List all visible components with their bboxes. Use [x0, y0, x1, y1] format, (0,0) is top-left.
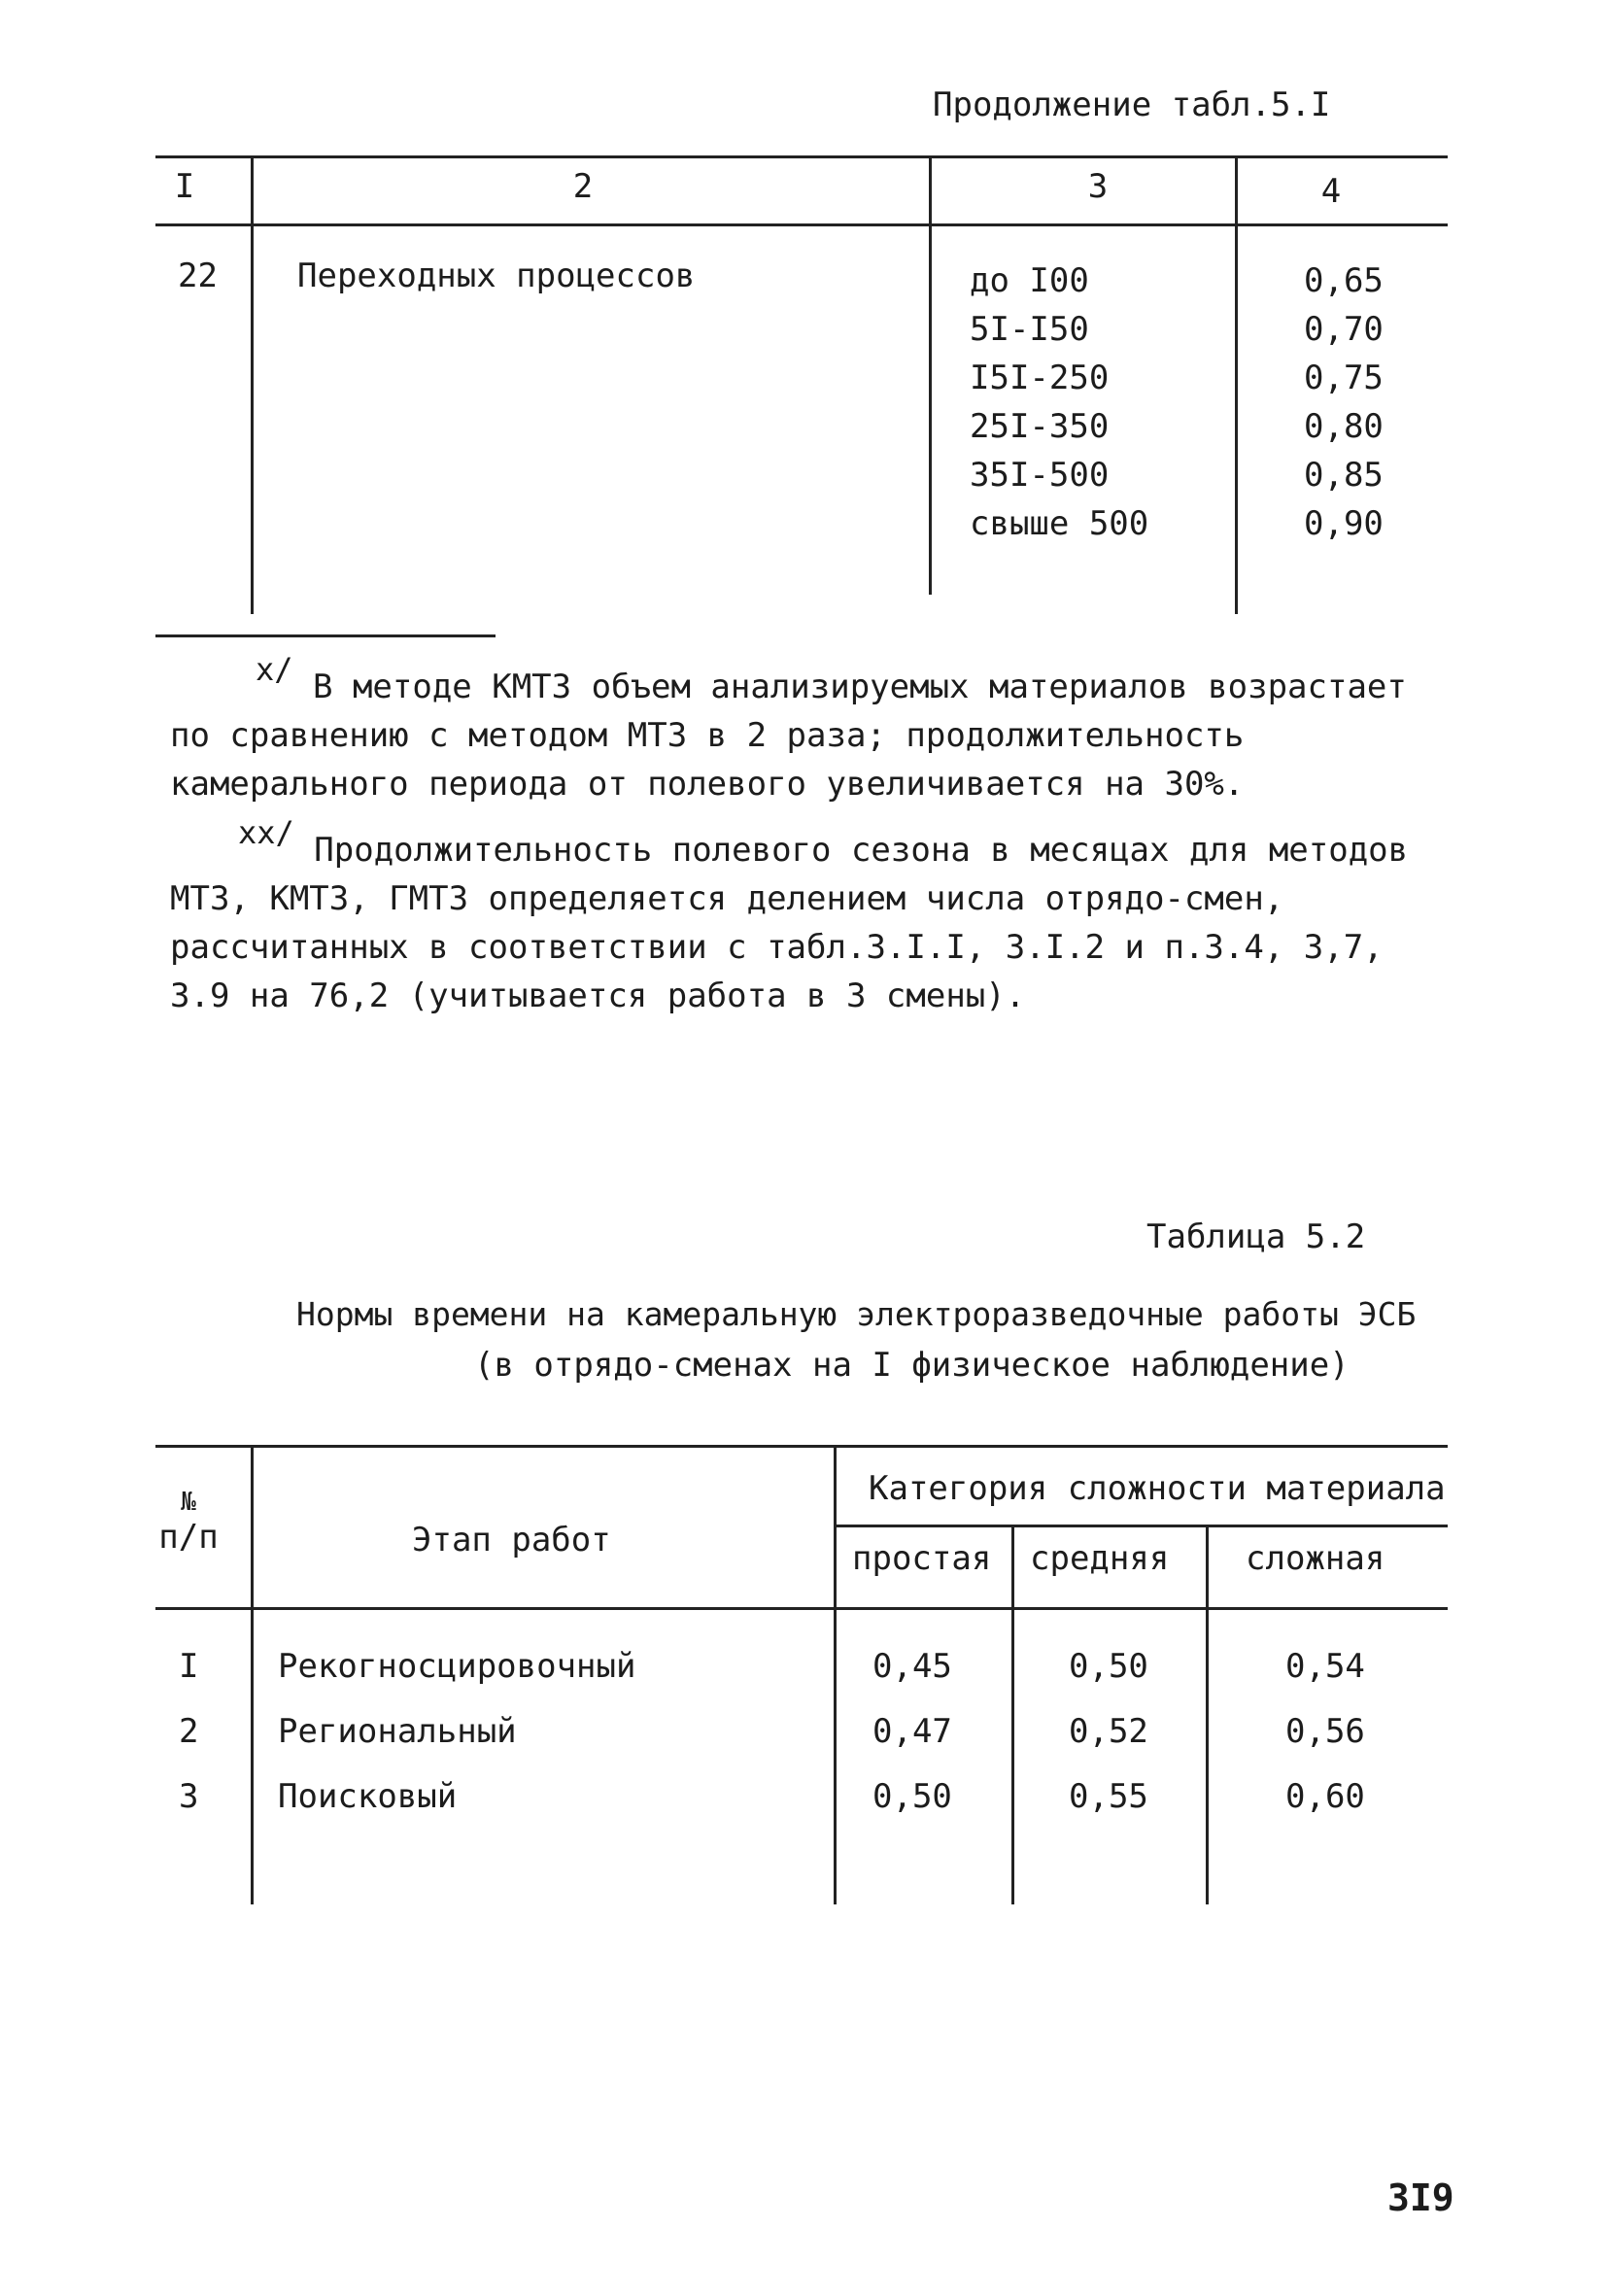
- value-medium: 0,50: [1069, 1647, 1148, 1686]
- table-title-line-1: Нормы времени на камеральную электроразведочные работы ЭСБ: [296, 1295, 1417, 1333]
- subheader-medium: средняя: [1030, 1539, 1170, 1578]
- table-col-divider: [1011, 1525, 1014, 1904]
- coefficient-value: 0,80: [1304, 407, 1384, 446]
- row-stage: Рекогносцировочный: [278, 1647, 636, 1686]
- column-header-number: [155, 1485, 222, 1555]
- footnote-1: [170, 651, 1453, 808]
- footnote-mark: x/: [256, 651, 293, 688]
- table-col-divider: [251, 155, 254, 614]
- table-continuation-caption: Продолжение табл.5.I: [933, 86, 1331, 124]
- table-header-rule: [155, 1607, 1448, 1610]
- category-subheader-rule: [834, 1525, 1448, 1527]
- value-simple: 0,47: [872, 1712, 952, 1751]
- row-stage: Поисковый: [278, 1777, 458, 1816]
- table-col-divider: [834, 1445, 837, 1904]
- subheader-simple: простая: [852, 1539, 992, 1578]
- value-medium: 0,52: [1069, 1712, 1148, 1751]
- page-number: 3I9: [1387, 2176, 1454, 2219]
- footnote-separator: [155, 634, 496, 637]
- coefficient-value: 0,85: [1304, 456, 1384, 495]
- coefficient-value: 0,75: [1304, 359, 1384, 397]
- range-value: I5I-250: [970, 359, 1110, 397]
- row-stage: Региональный: [278, 1712, 517, 1751]
- range-value: 35I-500: [970, 456, 1110, 495]
- value-complex: 0,54: [1285, 1647, 1365, 1686]
- range-value: до I00: [970, 261, 1089, 300]
- coefficient-column: [1304, 257, 1384, 548]
- number-abbrev: п/п: [158, 1518, 219, 1557]
- table-col-divider: [251, 1445, 254, 1904]
- column-header: 2: [572, 167, 594, 206]
- row-number: I: [179, 1647, 199, 1686]
- range-column: [970, 257, 1148, 548]
- coefficient-value: 0,70: [1304, 310, 1384, 349]
- footnote-mark: xx/: [238, 814, 294, 851]
- range-value: 5I-I50: [970, 310, 1089, 349]
- column-header: I: [174, 167, 195, 206]
- column-header: 3: [1087, 167, 1109, 206]
- coefficient-value: 0,65: [1304, 261, 1384, 300]
- range-value: 25I-350: [970, 407, 1110, 446]
- column-header-category: Категория сложности материала: [869, 1469, 1446, 1508]
- table-label: Таблица 5.2: [1146, 1217, 1366, 1256]
- value-medium: 0,55: [1069, 1777, 1148, 1816]
- number-sign: №: [181, 1488, 196, 1517]
- table-col-divider: [1206, 1525, 1209, 1904]
- subheader-complex: сложная: [1246, 1539, 1385, 1578]
- coefficient-value: 0,90: [1304, 504, 1384, 543]
- value-simple: 0,45: [872, 1647, 952, 1686]
- table-col-divider: [1235, 155, 1238, 614]
- row-number: 3: [179, 1777, 199, 1816]
- row-number: 22: [178, 257, 218, 295]
- footnote-2: [170, 814, 1453, 1020]
- table-top-rule: [155, 1445, 1448, 1448]
- footnote-text: В методе КМТЗ объем анализируемых материалов возрастает по сравнению с методом МТЗ в 2 раза; продолжительность камерального периода от полевого увеличивается на 30%.: [170, 668, 1407, 804]
- range-value: свыше 500: [970, 504, 1149, 543]
- value-complex: 0,60: [1285, 1777, 1365, 1816]
- table-header-rule: [155, 223, 1448, 226]
- row-number: 2: [179, 1712, 199, 1751]
- table-title-line-2: (в отрядо-сменах на I физическое наблюдение): [474, 1346, 1350, 1385]
- table-top-rule: [155, 155, 1448, 158]
- column-header-stage: Этап работ: [412, 1521, 611, 1559]
- row-name: Переходных процессов: [297, 257, 696, 295]
- column-header: 4: [1320, 172, 1342, 211]
- footnote-text: Продолжительность полевого сезона в месяцах для методов МТЗ, КМТЗ, ГМТЗ определяется делением числа отрядо-смен, рассчитанных в соответствии с табл.3.I.I, 3.I.2 и п.3.4, 3,7, 3.9 на 76,2 (учитывается работа в 3 смены).: [170, 831, 1409, 1015]
- value-simple: 0,50: [872, 1777, 952, 1816]
- table-col-divider: [929, 155, 932, 595]
- value-complex: 0,56: [1285, 1712, 1365, 1751]
